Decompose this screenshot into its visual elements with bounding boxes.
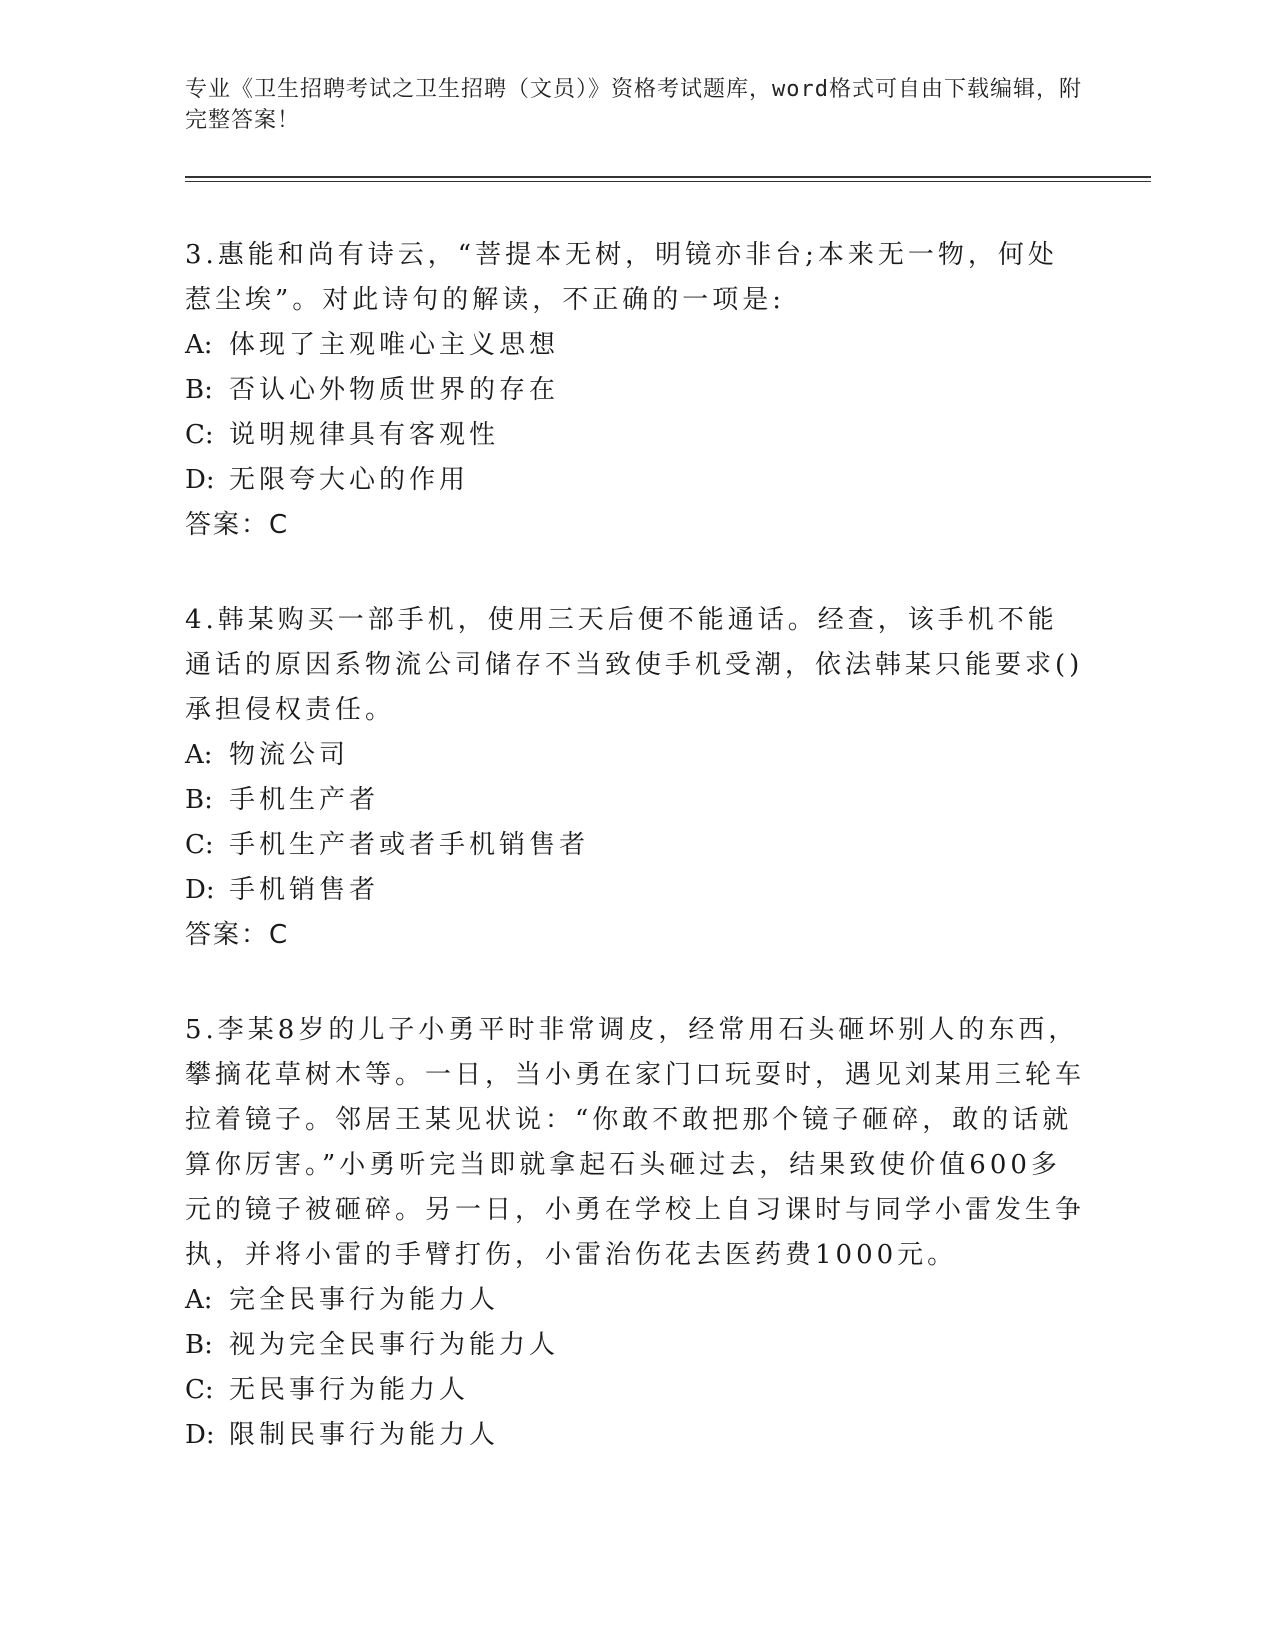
question-4 xyxy=(185,598,1085,958)
question-3 xyxy=(185,233,1085,548)
option-key: C: xyxy=(185,1375,214,1405)
question-stem: 3.惠能和尚有诗云，“菩提本无树，明镜亦非台;本来无一物，何处惹尘埃”。对此诗句的解读，不正确的一项是: xyxy=(185,240,1058,315)
option-key: B: xyxy=(185,785,213,815)
option-key: C: xyxy=(185,420,214,450)
option-a xyxy=(185,323,1085,368)
option-c xyxy=(185,823,1085,868)
option-text: 手机生产者 xyxy=(229,785,380,815)
option-key: A: xyxy=(185,1285,213,1315)
option-a xyxy=(185,733,1085,778)
option-key: C: xyxy=(185,830,214,860)
option-text: 手机销售者 xyxy=(229,875,380,905)
option-text: 完全民事行为能力人 xyxy=(229,1285,500,1315)
question-stem: 5.李某8岁的儿子小勇平时非常调皮，经常用石头砸坏别人的东西，攀摘花草树木等。一日，当小勇在家门口玩耍时，遇见刘某用三轮车拉着镜子。邻居王某见状说：“你敢不敢把那个镜子砸碎，敢的话就算你厉害。”小勇听完当即就拿起石头砸过去，结果致使价值600多元的镜子被砸碎。另一日，小勇在学校上自习课时与同学小雷发生争执，并将小雷的手臂打伤，小雷治伤花去医药费1000元。 xyxy=(185,1015,1086,1270)
question-list xyxy=(185,233,1085,1508)
option-b xyxy=(185,368,1085,413)
option-c xyxy=(185,1368,1085,1413)
option-b xyxy=(185,778,1085,823)
option-d xyxy=(185,458,1085,503)
option-text: 说明规律具有客观性 xyxy=(229,420,500,450)
option-key: D: xyxy=(185,1420,215,1450)
option-text: 否认心外物质世界的存在 xyxy=(229,375,560,405)
document-header: 专业《卫生招聘考试之卫生招聘（文员）》资格考试题库，word格式可自由下载编辑，附完整答案！ xyxy=(185,77,1082,133)
option-text: 无民事行为能力人 xyxy=(229,1375,470,1405)
option-text: 限制民事行为能力人 xyxy=(229,1420,500,1450)
option-a xyxy=(185,1278,1085,1323)
header-divider-thin xyxy=(185,181,1151,182)
answer-line: 答案：C xyxy=(185,510,290,540)
option-b xyxy=(185,1323,1085,1368)
option-key: B: xyxy=(185,375,213,405)
option-text: 体现了主观唯心主义思想 xyxy=(229,330,560,360)
question-5 xyxy=(185,1008,1085,1458)
option-key: B: xyxy=(185,1330,213,1360)
option-key: D: xyxy=(185,875,215,905)
option-key: A: xyxy=(185,330,213,360)
option-text: 物流公司 xyxy=(229,740,350,770)
option-key: D: xyxy=(185,465,215,495)
header-divider-thick xyxy=(185,176,1151,178)
question-stem: 4.韩某购买一部手机，使用三天后便不能通话。经查，该手机不能通话的原因系物流公司储存不当致使手机受潮，依法韩某只能要求()承担侵权责任。 xyxy=(185,605,1084,725)
option-text: 无限夸大心的作用 xyxy=(229,465,470,495)
option-text: 手机生产者或者手机销售者 xyxy=(229,830,590,860)
answer-line: 答案：C xyxy=(185,920,290,950)
option-text: 视为完全民事行为能力人 xyxy=(229,1330,560,1360)
option-d xyxy=(185,868,1085,913)
option-key: A: xyxy=(185,740,213,770)
option-c xyxy=(185,413,1085,458)
option-d xyxy=(185,1413,1085,1458)
